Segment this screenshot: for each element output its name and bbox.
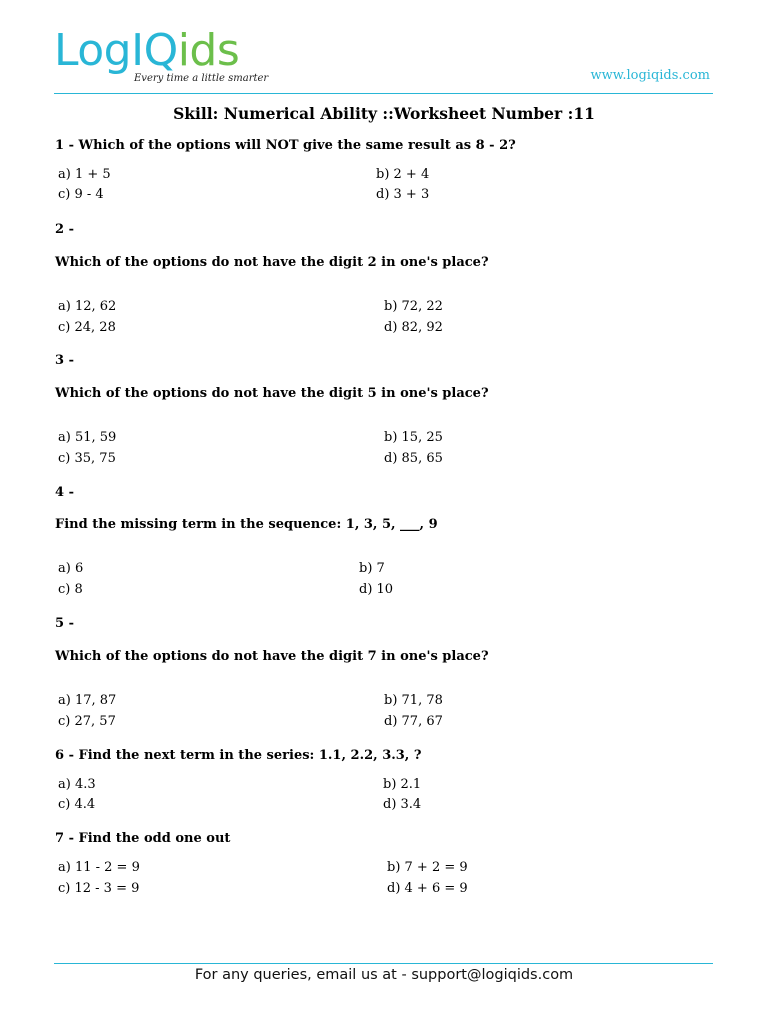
question-1-option-a: a) 1 + 5 <box>58 167 111 182</box>
footer-divider <box>54 963 713 964</box>
header-divider <box>54 93 713 94</box>
question-5-text: Which of the options do not have the digit 7 in one's place? <box>55 649 489 664</box>
question-1-heading: 1 - Which of the options will NOT give the same result as 8 - 2? <box>55 138 516 153</box>
question-4-option-d: d) 10 <box>359 582 394 597</box>
question-6-option-b: b) 2.1 <box>383 777 422 792</box>
question-6-option-c: c) 4.4 <box>58 797 96 812</box>
question-3-option-a: a) 51, 59 <box>58 430 117 445</box>
question-6-heading: 6 - Find the next term in the series: 1.1, 2.2, 3.3, ? <box>55 748 422 763</box>
question-1-option-b: b) 2 + 4 <box>376 167 430 182</box>
page-header <box>0 0 768 100</box>
question-2-option-c: c) 24, 28 <box>58 320 116 335</box>
question-2-option-a: a) 12, 62 <box>58 299 117 314</box>
question-5-option-d: d) 77, 67 <box>384 714 443 729</box>
question-4-option-b: b) 7 <box>359 561 385 576</box>
question-6-option-a: a) 4.3 <box>58 777 96 792</box>
question-7-option-a: a) 11 - 2 = 9 <box>58 860 140 875</box>
question-3-heading: 3 - <box>55 353 74 368</box>
question-7-option-d: d) 4 + 6 = 9 <box>387 881 468 896</box>
question-4-text: Find the missing term in the sequence: 1, 3, 5, ___, 9 <box>55 517 438 532</box>
logo-wordmark <box>54 26 239 76</box>
logiqids-logo <box>54 25 269 84</box>
question-6-option-d: d) 3.4 <box>383 797 422 812</box>
question-4-option-a: a) 6 <box>58 561 84 576</box>
logo-accent-text: ids <box>177 25 240 76</box>
question-2-text: Which of the options do not have the digit 2 in one's place? <box>55 255 489 270</box>
question-3-option-d: d) 85, 65 <box>384 451 443 466</box>
question-5-option-a: a) 17, 87 <box>58 693 117 708</box>
question-7-option-c: c) 12 - 3 = 9 <box>58 881 140 896</box>
question-1-option-d: d) 3 + 3 <box>376 187 430 202</box>
logo-tagline: Every time a little smarter <box>134 73 269 84</box>
question-1-option-c: c) 9 - 4 <box>58 187 104 202</box>
question-3-option-b: b) 15, 25 <box>384 430 443 445</box>
logo-main-text: LogIQ <box>54 25 178 76</box>
question-7-option-b: b) 7 + 2 = 9 <box>387 860 468 875</box>
question-4-heading: 4 - <box>55 485 74 500</box>
question-5-option-b: b) 71, 78 <box>384 693 443 708</box>
footer-contact: For any queries, email us at - support@logiqids.com <box>194 967 574 983</box>
question-2-option-b: b) 72, 22 <box>384 299 443 314</box>
question-7-heading: 7 - Find the odd one out <box>55 831 231 846</box>
question-3-text: Which of the options do not have the digit 5 in one's place? <box>55 386 489 401</box>
question-3-option-c: c) 35, 75 <box>58 451 116 466</box>
question-2-heading: 2 - <box>55 222 74 237</box>
question-5-option-c: c) 27, 57 <box>58 714 116 729</box>
site-url-link[interactable]: www.logiqids.com <box>590 68 710 83</box>
question-2-option-d: d) 82, 92 <box>384 320 443 335</box>
worksheet-title: Skill: Numerical Ability ::Worksheet Number :11 <box>173 104 595 123</box>
question-4-option-c: c) 8 <box>58 582 83 597</box>
question-5-heading: 5 - <box>55 616 74 631</box>
